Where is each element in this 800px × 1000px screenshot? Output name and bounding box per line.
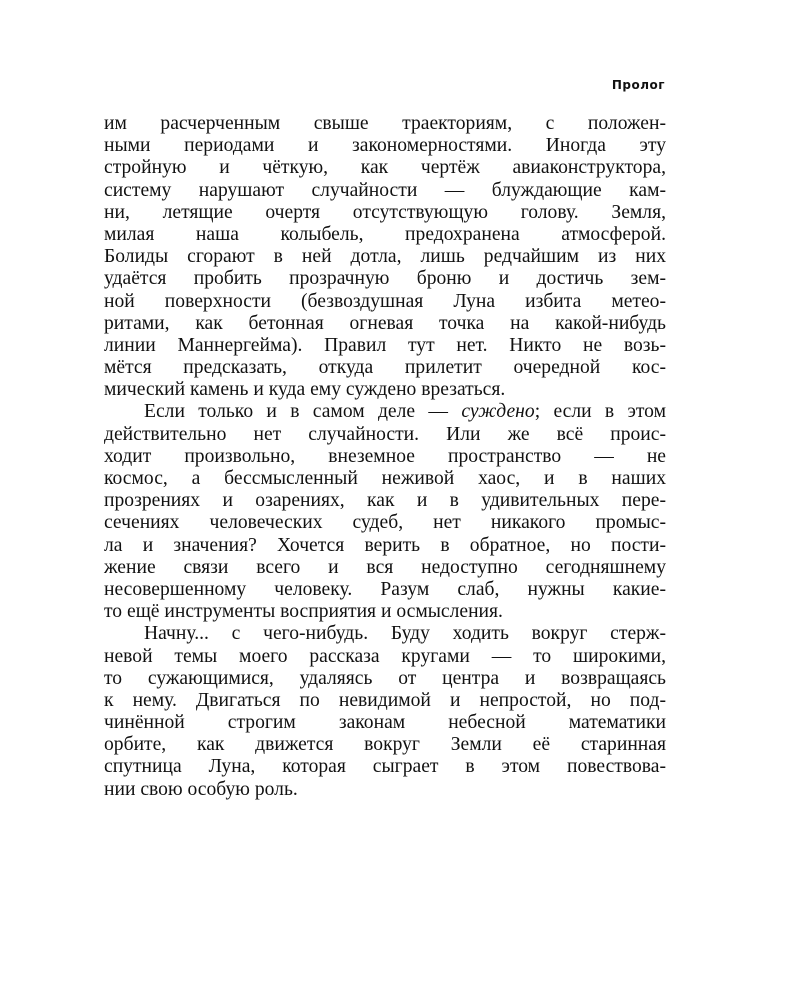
text-line: жение связи всего и вся недоступно сегодняшнему [104,556,666,578]
text-line: милая наша колыбель, предохранена атмосферой. [104,223,666,245]
text-line: систему нарушают случайности — блуждающие кам- [104,179,666,201]
text-line: стройную и чёткую, как чертёж авиаконструктора, [104,157,666,179]
text-line-first [104,401,666,423]
text-line: действительно нет случайности. Или же всё проис- [104,423,666,445]
paragraph-2 [104,401,666,623]
text-line: мический камень и куда ему суждено врезаться. [104,379,506,401]
text-line: космос, а бессмысленный неживой хаос, и в наших [104,468,666,489]
running-head-title: Пролог [611,78,665,92]
text-line: ной поверхности (безвоздушная Луна избита метео- [104,290,666,312]
text-line: сечениях человеческих судеб, нет никакого промыс- [104,512,666,534]
text-line: Начну... с чего-нибудь. Буду ходить вокруг стерж- [144,623,666,645]
text-line: прозрениях и озарениях, как и в удивительных пере- [104,490,666,512]
text-line: ходит произвольно, внеземное пространство — не [104,445,666,467]
text-line: ритами, как бетонная огневая точка на какой-нибудь [104,312,666,334]
text-line: спутница Луна, которая сыграет в этом повествова- [104,756,666,778]
text-line: Болиды сгорают в ней дотла, лишь редчайшим из них [104,246,666,268]
text-line: ла и значения? Хочется верить в обратное, но пости- [104,534,666,556]
text-line: удаётся пробить прозрачную броню и достичь зем- [104,268,666,290]
paragraph-1 [104,113,666,401]
text-line: мётся предсказать, откуда прилетит очередной кос- [104,357,666,379]
text-line: несовершенному человеку. Разум слаб, нужны какие- [104,578,666,600]
text-line: им расчерченным свыше траекториям, с положен- [104,113,666,134]
body-text [104,113,666,801]
text-line: нии свою особую роль. [104,778,298,800]
text-run: Если только и в самом деле — [144,401,462,423]
text-line: то сужающимися, удаляясь от центра и возвращаясь [104,667,666,689]
paragraph-3 [104,623,666,801]
text-line: невой темы моего рассказа кругами — то широкими, [104,645,666,667]
text-line: линии Маннергейма). Правил тут нет. Никто не возь- [104,334,666,356]
text-line: орбите, как движется вокруг Земли её старинная [104,734,666,756]
text-line: ными периодами и закономерностями. Иногда эту [104,135,666,157]
text-run: ; если в этом [534,401,666,423]
text-line: к нему. Двигаться по невидимой и непростой, но под- [104,689,666,711]
text-line: чинённой строгим законам небесной математики [104,712,666,734]
text-line: то ещё инструменты восприятия и осмысления. [104,601,503,623]
text-line: ни, летящие очертя отсутствующую голову. Земля, [104,201,666,223]
italic-word: суждено [461,401,535,423]
